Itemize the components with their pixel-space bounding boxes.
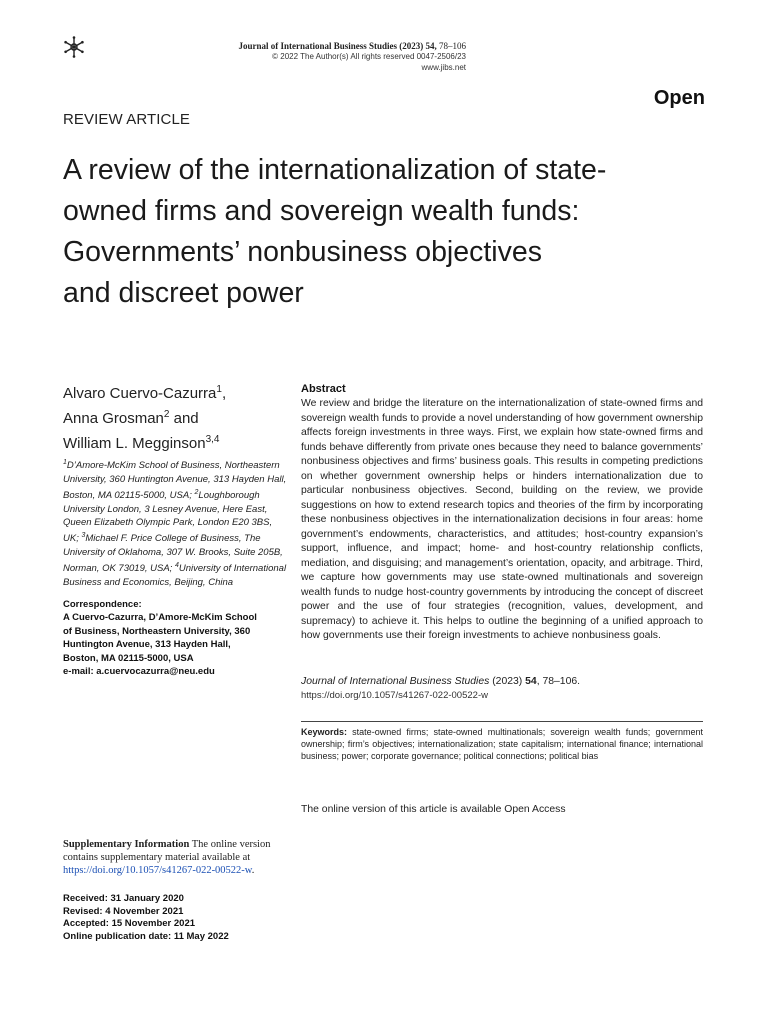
keywords-divider [301,721,703,722]
date-accepted: Accepted: 15 November 2021 [63,918,196,930]
date-online: Online publication date: 11 May 2022 [63,930,229,942]
journal-pages: 78–106 [436,41,466,51]
author-name: Alvaro Cuervo-Cazurra [63,385,217,402]
affil-sup: 2 [194,488,199,496]
author [63,404,293,429]
date-revised: Revised: 4 November 2021 [63,905,184,917]
article-type-label: REVIEW ARTICLE [63,111,190,128]
affiliation: Michael F. Price College of Business, The University of Oklahoma, 307 W. Brooks, Suite 205B, Norman, OK 73019, USA; [63,533,283,575]
affiliation: Loughborough University London, 3 Lesney Avenue, Here East, Queen Elizabeth Olympic Park, London E20 3BS, UK; [63,490,273,545]
springer-snowflake-logo-icon [63,36,85,58]
citation-journal: Journal of International Business Studies [301,676,490,687]
doi-link[interactable]: https://doi.org/10.1057/s41267-022-00522-w [301,690,488,701]
abstract-citation [301,675,703,690]
title-line: Governments’ nonbusiness objectives [63,236,542,268]
author [63,379,293,404]
author-name: William L. Megginson [63,435,206,452]
correspondence-line: A Cuervo-Cazurra, D’Amore-McKim School [63,612,257,624]
date-received: Received: 31 January 2020 [63,893,184,904]
supplementary-label: Supplementary Information [63,839,190,850]
correspondence-block [63,598,293,678]
correspondence-email[interactable]: e-mail: a.cuervocazurra@neu.edu [63,666,215,678]
journal-citation-header [238,41,466,51]
open-access-note: The online version of this article is available Open Access [301,804,566,815]
correspondence-label: Correspondence: [63,599,142,610]
supplementary-text: The online version contains supplementary material available at [63,839,271,864]
title-line: A review of the internationalization of state- [63,154,607,186]
citation-year: (2023) [489,676,526,687]
affil-sup: 1 [63,459,67,466]
affiliation: University of International Business and Economics, Beijing, China [63,563,287,588]
journal-website-link[interactable]: www.jibs.net [421,63,466,72]
supplementary-end: . [251,865,255,877]
publication-dates [63,893,293,943]
author-list [63,379,293,454]
correspondence-line: Boston, MA 02115-5000, USA [63,652,194,664]
keywords-label: Keywords: [301,727,348,737]
open-access-badge: Open [653,87,705,109]
copyright-line: © 2022 The Author(s) All rights reserved 0047-2506/23 [272,52,466,61]
citation-volume: 54 [525,676,537,687]
abstract-body: We review and bridge the literature on the internationalization of state-owned firms and sovereign wealth funds to provide a novel understanding of how government ownership affects foreign investments in three ways. First, we explain how state-owned firms and funds behave differently from private ones because they need to balance governments’ nonbusiness objectives and firms’ business goals. This results in competing predictions on whether government ownership helps or hinders internationalization due to particular nonbusiness objectives. Second, building on the review, we provide suggestions on how to extend research topics and theories of the firm by incorporating these nonbusiness objectives in the internationalization decisions in four areas: home government’s endowments, characteristics, and attitudes; host-country expansion’s support, influence, and impact; home- and host-country relationship conflicts, mediation, and disguising; and management’s orientation, opacity, and arbitrage. Third, we capture how governments may use state-owned multinationals and sovereign wealth funds to nudge host-country governments by introducing the concept of discreet power and the use of four strategies (recognition, values, development, and supremacy) to achieve it. This helps to outline the beginning of a unified approach to how governments use their foreign investments to achieve nonbusiness goals. [301,398,703,641]
title-line: owned firms and sovereign wealth funds: [63,195,580,227]
keywords-block [301,726,703,763]
citation-pages: , 78–106. [536,676,581,687]
supplementary-link[interactable]: https://doi.org/10.1057/s41267-022-00522-w [63,865,252,877]
author [63,429,293,454]
author-separator: , [221,385,227,402]
journal-name-volume: Journal of International Business Studies (2023) 54, [238,41,437,51]
author-affil-sup: 1 [216,384,222,395]
author-name: Anna Grosman [63,410,164,427]
author-affil-sup: 2 [163,409,170,420]
affiliations [63,456,288,589]
affiliation: D’Amore-McKim School of Business, Northeastern University, 360 Huntington Avenue, 313 Hayden Hall, Boston, MA 02115-5000, USA; [63,460,287,502]
supplementary-information [63,838,285,878]
article-title [63,150,683,314]
title-line: and discreet power [63,277,304,309]
correspondence-line: Huntington Avenue, 313 Hayden Hall, [63,639,231,651]
author-affil-sup: 3,4 [205,434,220,445]
keywords-text: state-owned firms; state-owned multinationals; sovereign wealth funds; government ownership; firm’s objectives; internationalization; state capitalism; international finance; international business; power; corporate governance; political connections; political bias [301,727,703,762]
correspondence-line: of Business, Northeastern University, 360 [63,625,251,637]
affil-sup: 4 [174,562,179,570]
affil-sup: 3 [81,532,86,540]
abstract-heading: Abstract [301,383,346,395]
author-separator: and [169,410,199,427]
